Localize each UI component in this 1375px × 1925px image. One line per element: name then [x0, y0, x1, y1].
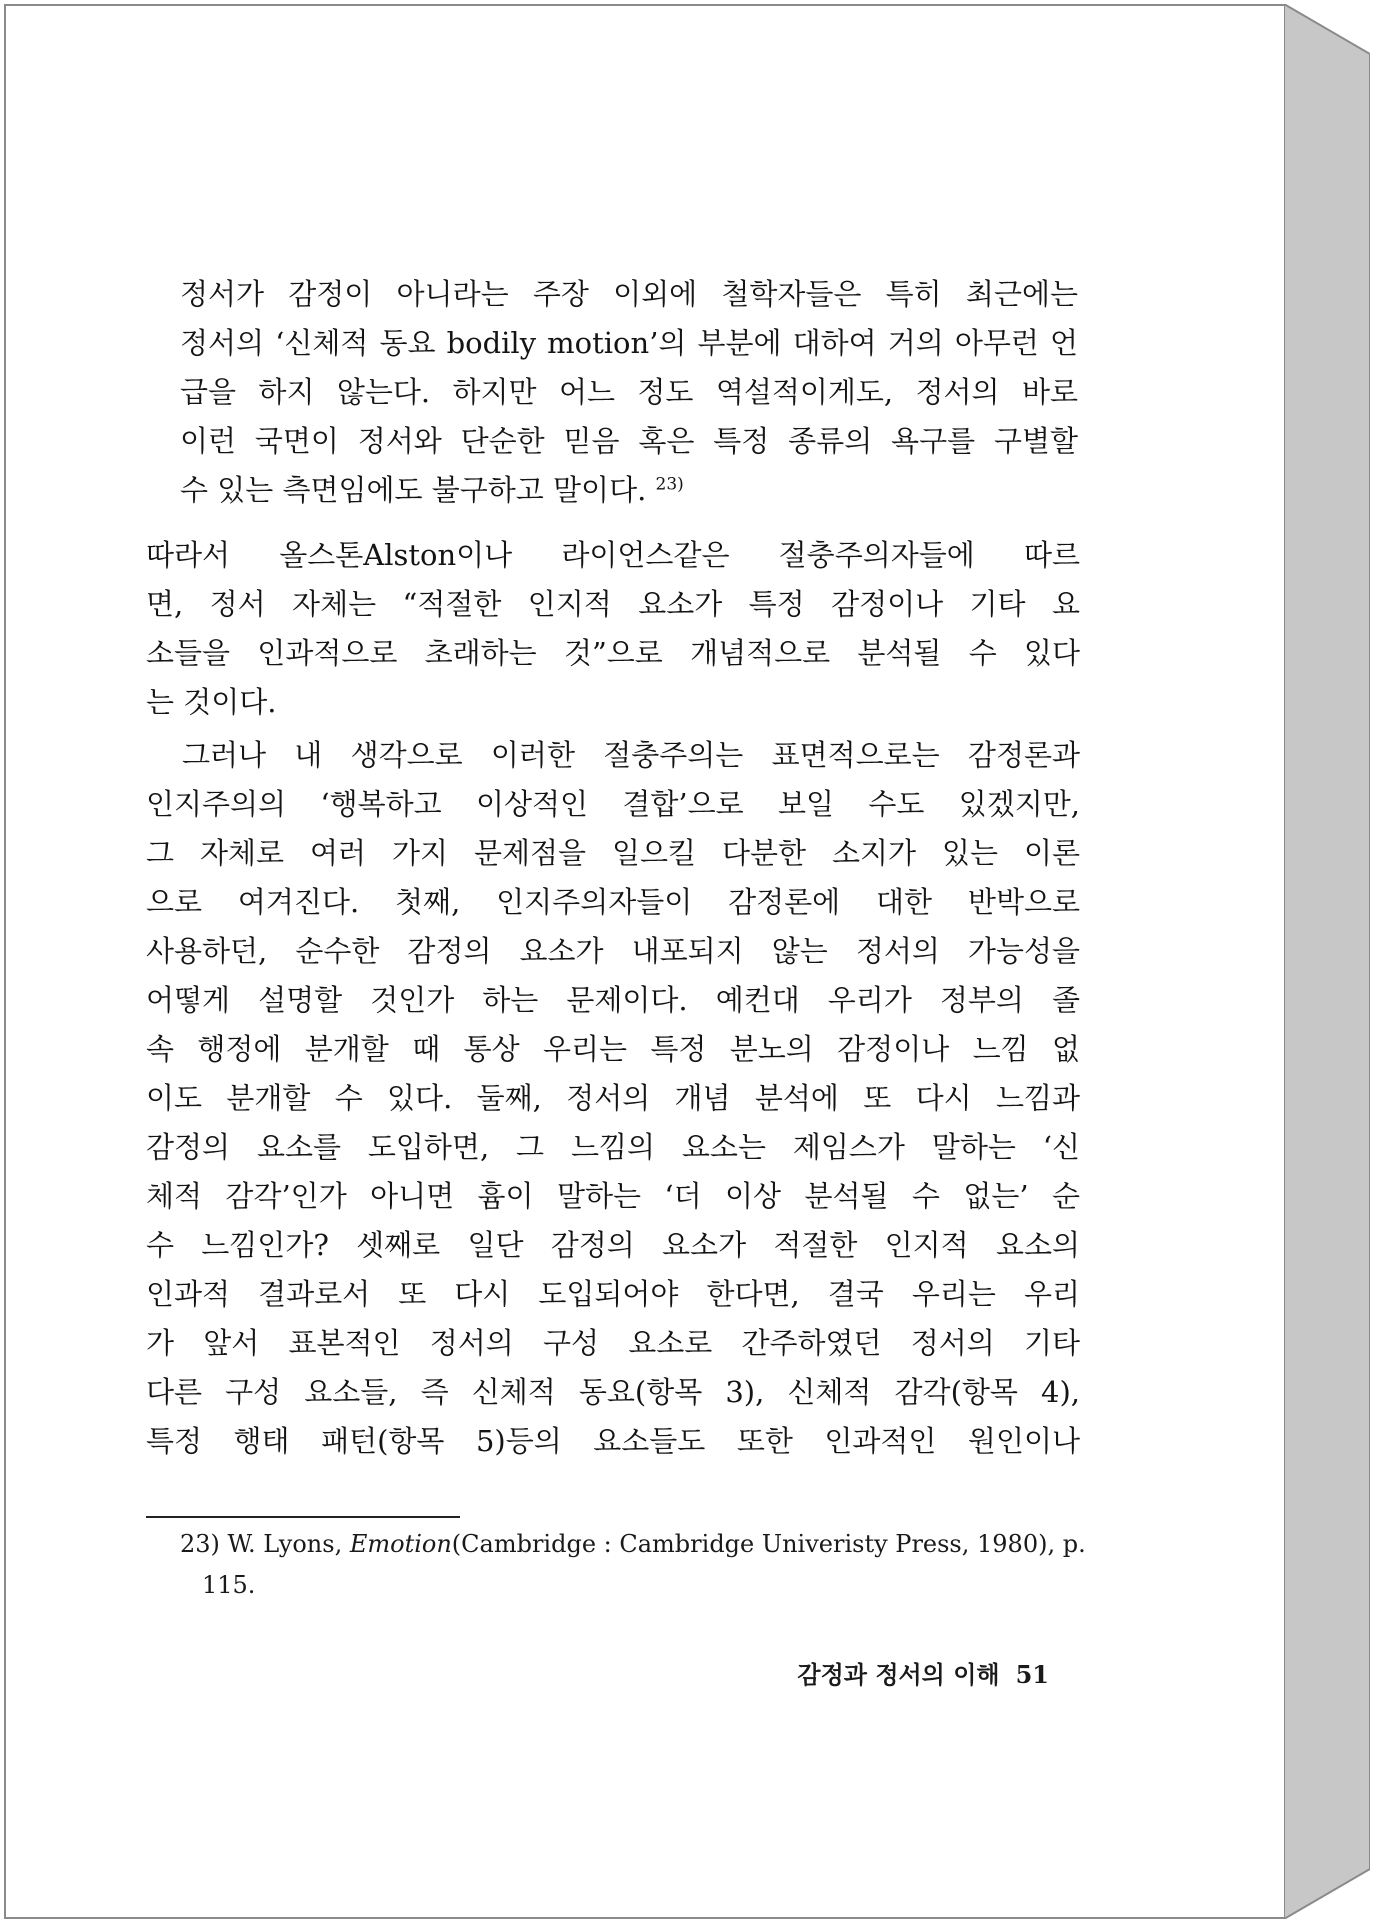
body-paragraph	[146, 531, 1080, 727]
text-line: 수 느낌인가? 셋째로 일단 감정의 요소가 적절한 인지적 요소의	[146, 1228, 1080, 1262]
footnote-number: 23)	[180, 1530, 220, 1558]
text-line: 속 행정에 분개할 때 통상 우리는 특정 분노의 감정이나 느낌 없	[146, 1032, 1080, 1066]
footnote-line	[180, 1524, 1086, 1565]
page-number: 51	[1015, 1660, 1049, 1689]
text-line: 이런 국면이 정서와 단순한 믿음 혹은 특정 종류의 욕구를 구별할	[180, 424, 1078, 458]
text-line: 수 있는 측면임에도 불구하고 말이다. $^{23)}$	[180, 473, 684, 507]
footnote-author: W. Lyons,	[227, 1530, 343, 1558]
page-stack-edge	[1284, 4, 1370, 1919]
text-line: 인지주의의 ‘행복하고 이상적인 결합’으로 보일 수도 있겠지만,	[146, 787, 1080, 821]
text-line: 이도 분개할 수 있다. 둘째, 정서의 개념 분석에 또 다시 느낌과	[146, 1081, 1080, 1115]
text-line: 어떻게 설명할 것인가 하는 문제이다. 예컨대 우리가 정부의 졸	[146, 983, 1080, 1017]
footnote-page: 115.	[202, 1571, 256, 1599]
text-line: 감정의 요소를 도입하면, 그 느낌의 요소는 제임스가 말하는 ‘신	[146, 1130, 1080, 1164]
footnote	[180, 1524, 1086, 1606]
text-line: 소들을 인과적으로 초래하는 것”으로 개념적으로 분석될 수 있다	[146, 636, 1080, 670]
text-line: 정서의 ‘신체적 동요 bodily motion’의 부분에 대하여 거의 아무런 언	[180, 326, 1078, 360]
text-line: 체적 감각’인가 아니면 흄이 말하는 ‘더 이상 분석될 수 없는’ 순	[146, 1179, 1080, 1213]
text-line: 가 앞서 표본적인 정서의 구성 요소로 간주하였던 정서의 기타	[146, 1326, 1080, 1360]
running-title: 감정과 정서의 이해	[797, 1660, 1000, 1689]
text-line: 따라서 올스톤Alston이나 라이언스같은 절충주의자들에 따르	[146, 538, 1080, 572]
footnote-line	[180, 1565, 1080, 1606]
footnote-title: Emotion	[349, 1530, 452, 1558]
text-line: 급을 하지 않는다. 하지만 어느 정도 역설적이게도, 정서의 바로	[180, 375, 1078, 409]
text-line: 사용하던, 순수한 감정의 요소가 내포되지 않는 정서의 가능성을	[146, 934, 1080, 968]
text-line: 다른 구성 요소들, 즉 신체적 동요(항목 3), 신체적 감각(항목 4),	[146, 1375, 1080, 1409]
text-line: 특정 행태 패턴(항목 5)등의 요소들도 또한 인과적인 원인이나	[146, 1424, 1080, 1458]
body-paragraph	[146, 731, 1080, 1466]
text-line: 그 자체로 여러 가지 문제점을 일으킬 다분한 소지가 있는 이론	[146, 836, 1080, 870]
text-line: 인과적 결과로서 또 다시 도입되어야 한다면, 결국 우리는 우리	[146, 1277, 1080, 1311]
footnote-marker: 23)	[655, 474, 684, 495]
text-line: 정서가 감정이 아니라는 주장 이외에 철학자들은 특히 최근에는	[180, 277, 1078, 311]
text-line: 그러나 내 생각으로 이러한 절충주의는 표면적으로는 감정론과	[182, 738, 1080, 772]
text-line: 으로 여겨진다. 첫째, 인지주의자들이 감정론에 대한 반박으로	[146, 885, 1080, 919]
text-line: 는 것이다.	[146, 685, 277, 719]
text-line: 면, 정서 자체는 “적절한 인지적 요소가 특정 감정이나 기타 요	[146, 587, 1080, 621]
footnote-publication: (Cambridge : Cambridge Univeristy Press, 1980), p.	[451, 1530, 1086, 1558]
footnote-rule	[146, 1516, 460, 1518]
running-footer	[797, 1655, 1049, 1690]
quoted-paragraph	[180, 270, 1078, 515]
